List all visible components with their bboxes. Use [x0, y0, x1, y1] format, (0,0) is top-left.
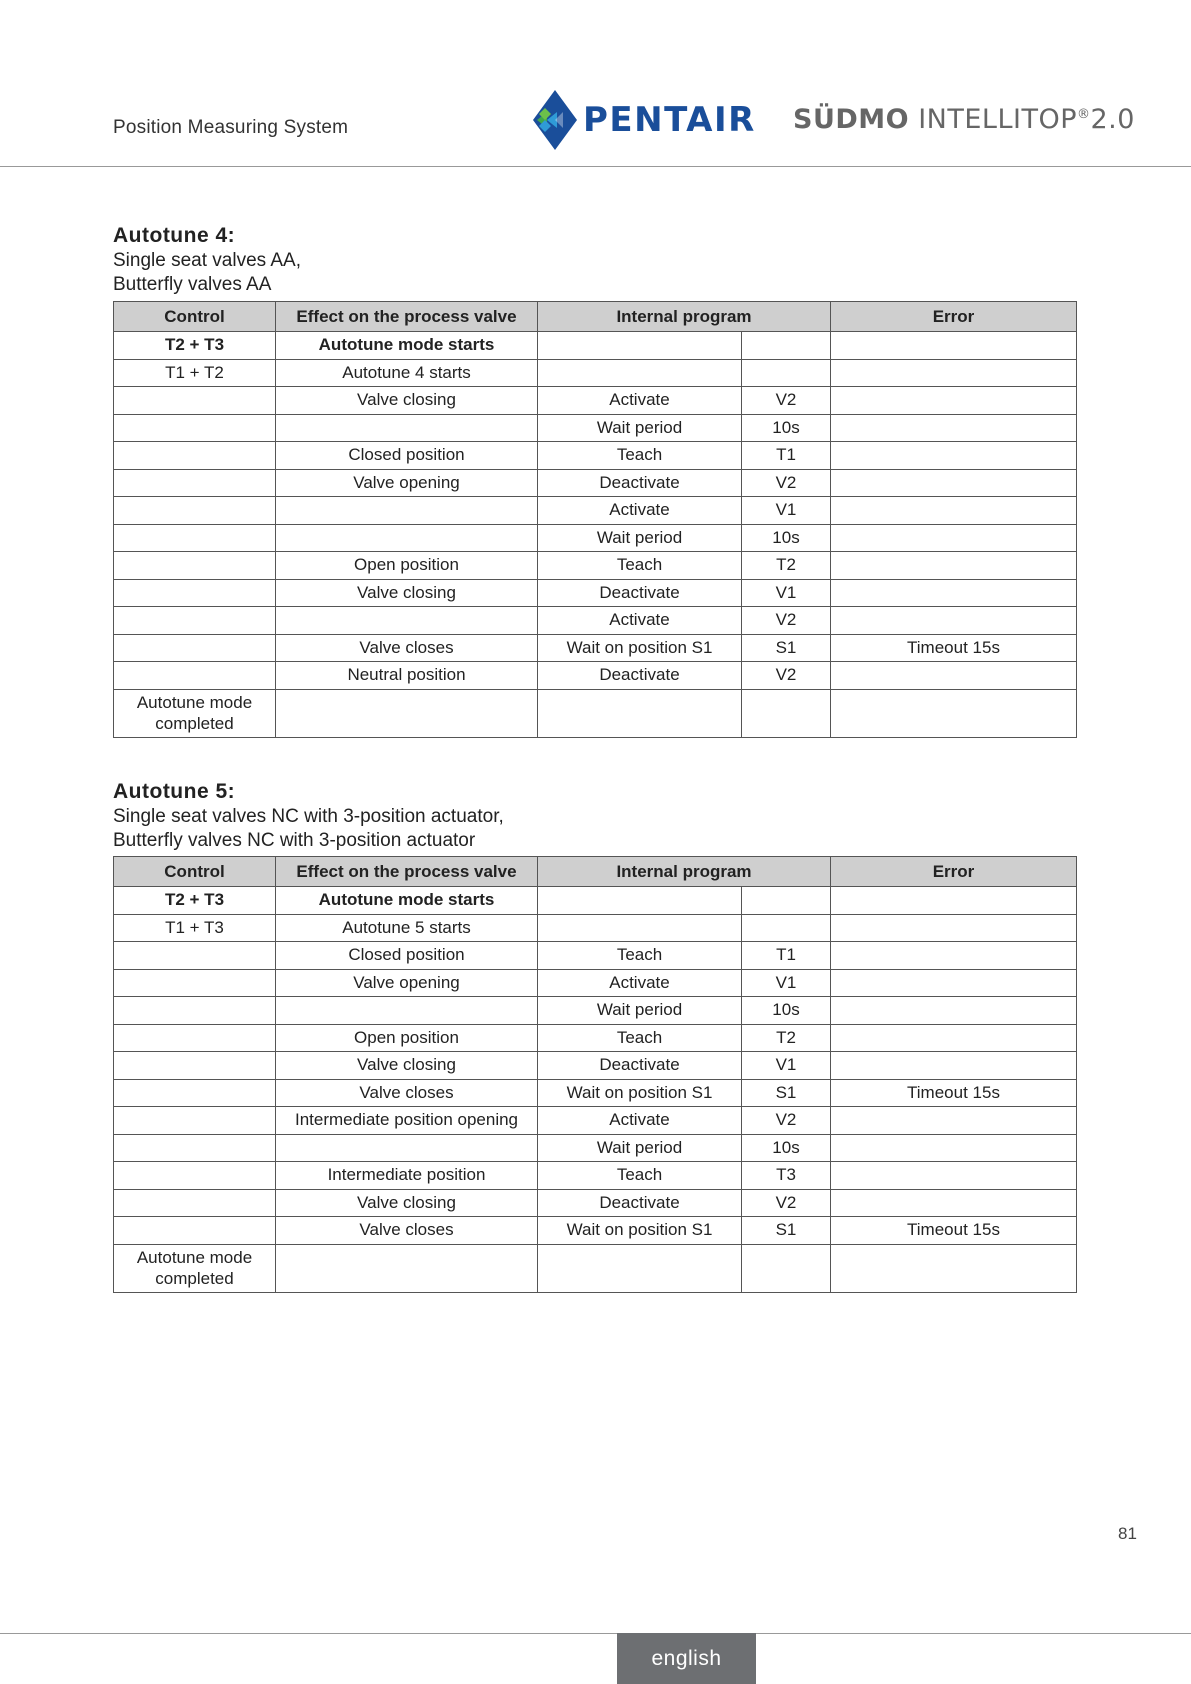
error-cell — [831, 552, 1077, 580]
autotune5-title: Autotune 5: — [113, 780, 236, 803]
control-cell — [114, 969, 276, 997]
control-cell — [114, 1024, 276, 1052]
program-value-cell: 10s — [742, 1134, 831, 1162]
program-value-cell: 10s — [742, 524, 831, 552]
table-row — [114, 359, 1077, 387]
control-cell — [114, 662, 276, 690]
column-header-effect: Effect on the process valve — [276, 302, 538, 332]
effect-cell: Closed position — [276, 942, 538, 970]
footer-divider — [0, 1633, 1191, 1634]
program-action-cell: Wait period — [538, 524, 742, 552]
program-value-cell — [742, 887, 831, 915]
error-cell — [831, 524, 1077, 552]
control-cell — [114, 1134, 276, 1162]
registered-mark: ® — [1077, 107, 1091, 122]
table-row — [114, 997, 1077, 1025]
effect-cell — [276, 497, 538, 525]
effect-cell — [276, 689, 538, 737]
table-row — [114, 387, 1077, 415]
program-action-cell: Deactivate — [538, 579, 742, 607]
table-row — [114, 662, 1077, 690]
effect-cell: Open position — [276, 552, 538, 580]
program-action-cell: Activate — [538, 1107, 742, 1135]
program-action-cell: Activate — [538, 607, 742, 635]
header-divider — [0, 166, 1191, 167]
table-row — [114, 1079, 1077, 1107]
pentair-logo — [533, 90, 756, 150]
error-cell — [831, 607, 1077, 635]
program-action-cell: Deactivate — [538, 1052, 742, 1080]
program-action-cell: Deactivate — [538, 1189, 742, 1217]
table-row — [114, 914, 1077, 942]
error-cell — [831, 1052, 1077, 1080]
program-action-cell: Activate — [538, 969, 742, 997]
program-action-cell — [538, 332, 742, 360]
error-cell — [831, 442, 1077, 470]
error-cell — [831, 1134, 1077, 1162]
table-row — [114, 1107, 1077, 1135]
table-row — [114, 552, 1077, 580]
control-cell — [114, 1079, 276, 1107]
completed-label-line-1: Autotune mode — [136, 1248, 253, 1267]
table-row — [114, 1162, 1077, 1190]
table-row — [114, 579, 1077, 607]
program-action-cell: Activate — [538, 497, 742, 525]
error-cell: Timeout 15s — [831, 1079, 1077, 1107]
error-cell — [831, 359, 1077, 387]
autotune-completed-row — [114, 1244, 1077, 1292]
program-action-cell — [538, 887, 742, 915]
program-action-cell: Wait period — [538, 1134, 742, 1162]
program-value-cell: V1 — [742, 579, 831, 607]
control-cell — [114, 689, 276, 737]
effect-cell: Closed position — [276, 442, 538, 470]
column-header-control: Control — [114, 302, 276, 332]
brand-name: PENTAIR — [583, 100, 756, 140]
column-header-control: Control — [114, 857, 276, 887]
autotune5-subtitle-2: Butterfly valves NC with 3-position actuator — [113, 830, 476, 851]
effect-cell — [276, 524, 538, 552]
autotune4-subtitle-1: Single seat valves AA, — [113, 250, 301, 271]
program-action-cell: Teach — [538, 552, 742, 580]
error-cell — [831, 497, 1077, 525]
program-action-cell — [538, 359, 742, 387]
program-value-cell: S1 — [742, 1217, 831, 1245]
column-header-error: Error — [831, 857, 1077, 887]
effect-cell: Intermediate position — [276, 1162, 538, 1190]
effect-cell: Valve closes — [276, 634, 538, 662]
program-value-cell: V2 — [742, 1189, 831, 1217]
effect-cell: Autotune mode starts — [276, 887, 538, 915]
program-value-cell: V1 — [742, 969, 831, 997]
table-row — [114, 942, 1077, 970]
control-cell — [114, 552, 276, 580]
effect-cell: Intermediate position opening — [276, 1107, 538, 1135]
program-value-cell — [742, 914, 831, 942]
program-action-cell: Activate — [538, 387, 742, 415]
program-value-cell: S1 — [742, 1079, 831, 1107]
program-value-cell — [742, 359, 831, 387]
error-cell — [831, 414, 1077, 442]
error-cell: Timeout 15s — [831, 634, 1077, 662]
program-action-cell: Wait on position S1 — [538, 1217, 742, 1245]
error-cell — [831, 689, 1077, 737]
error-cell — [831, 1107, 1077, 1135]
product-name: INTELLITOP — [918, 104, 1077, 135]
column-header-internal-program: Internal program — [538, 302, 831, 332]
program-value-cell: V1 — [742, 497, 831, 525]
error-cell — [831, 914, 1077, 942]
program-action-cell: Wait on position S1 — [538, 634, 742, 662]
error-cell — [831, 1189, 1077, 1217]
program-value-cell — [742, 1244, 831, 1292]
program-value-cell: T1 — [742, 942, 831, 970]
effect-cell: Valve closing — [276, 1052, 538, 1080]
pentair-diamond-icon — [533, 90, 577, 150]
effect-cell: Autotune 4 starts — [276, 359, 538, 387]
completed-label-line-2: completed — [155, 714, 234, 733]
effect-cell: Valve closing — [276, 579, 538, 607]
header-section-title: Position Measuring System — [113, 117, 349, 138]
control-cell — [114, 1244, 276, 1292]
control-cell — [114, 942, 276, 970]
autotune5-table — [113, 856, 1077, 1293]
control-cell — [114, 607, 276, 635]
autotune-start-row — [114, 332, 1077, 360]
table-row — [114, 1024, 1077, 1052]
completed-label-line-1: Autotune mode — [136, 693, 253, 712]
control-cell — [114, 524, 276, 552]
program-action-cell: Deactivate — [538, 662, 742, 690]
table-header-row — [114, 302, 1077, 332]
error-cell — [831, 997, 1077, 1025]
error-cell — [831, 1162, 1077, 1190]
table-row — [114, 414, 1077, 442]
table-row — [114, 607, 1077, 635]
program-action-cell: Deactivate — [538, 469, 742, 497]
control-cell — [114, 579, 276, 607]
error-cell — [831, 662, 1077, 690]
program-value-cell: T2 — [742, 1024, 831, 1052]
effect-cell — [276, 414, 538, 442]
completed-label-line-2: completed — [155, 1269, 234, 1288]
autotune4-subtitle-2: Butterfly valves AA — [113, 274, 272, 295]
effect-cell: Open position — [276, 1024, 538, 1052]
autotune4-title: Autotune 4: — [113, 224, 236, 247]
program-action-cell: Wait period — [538, 997, 742, 1025]
program-action-cell — [538, 689, 742, 737]
page-number: 81 — [1118, 1524, 1137, 1543]
error-cell — [831, 942, 1077, 970]
table-header-row — [114, 857, 1077, 887]
control-cell — [114, 634, 276, 662]
control-cell: T2 + T3 — [114, 332, 276, 360]
error-cell — [831, 387, 1077, 415]
control-cell — [114, 1107, 276, 1135]
table-row — [114, 1134, 1077, 1162]
effect-cell: Valve opening — [276, 969, 538, 997]
effect-cell: Autotune 5 starts — [276, 914, 538, 942]
effect-cell: Valve closes — [276, 1079, 538, 1107]
program-action-cell: Wait on position S1 — [538, 1079, 742, 1107]
error-cell — [831, 1024, 1077, 1052]
program-value-cell: V2 — [742, 469, 831, 497]
effect-cell — [276, 1134, 538, 1162]
control-cell: T1 + T3 — [114, 914, 276, 942]
program-action-cell: Teach — [538, 442, 742, 470]
program-value-cell: T1 — [742, 442, 831, 470]
effect-cell: Valve opening — [276, 469, 538, 497]
error-cell — [831, 887, 1077, 915]
program-value-cell — [742, 332, 831, 360]
error-cell — [831, 969, 1077, 997]
table-row — [114, 1217, 1077, 1245]
control-cell — [114, 1052, 276, 1080]
program-value-cell: V2 — [742, 662, 831, 690]
effect-cell: Autotune mode starts — [276, 332, 538, 360]
program-value-cell: 10s — [742, 997, 831, 1025]
table-row — [114, 1189, 1077, 1217]
product-logo — [793, 104, 1135, 135]
product-brand: SÜDMO — [793, 104, 910, 135]
program-value-cell — [742, 689, 831, 737]
program-value-cell: V1 — [742, 1052, 831, 1080]
control-cell: T1 + T2 — [114, 359, 276, 387]
program-value-cell: 10s — [742, 414, 831, 442]
program-value-cell: V2 — [742, 607, 831, 635]
control-cell — [114, 997, 276, 1025]
effect-cell: Valve closing — [276, 1189, 538, 1217]
program-value-cell: T3 — [742, 1162, 831, 1190]
effect-cell: Valve closes — [276, 1217, 538, 1245]
program-value-cell: V2 — [742, 1107, 831, 1135]
table-row — [114, 442, 1077, 470]
autotune-completed-row — [114, 689, 1077, 737]
effect-cell — [276, 997, 538, 1025]
program-value-cell: V2 — [742, 387, 831, 415]
program-action-cell: Teach — [538, 942, 742, 970]
product-version: 2.0 — [1090, 104, 1135, 135]
control-cell — [114, 387, 276, 415]
autotune-start-row — [114, 887, 1077, 915]
effect-cell: Valve closing — [276, 387, 538, 415]
control-cell — [114, 414, 276, 442]
column-header-effect: Effect on the process valve — [276, 857, 538, 887]
program-action-cell: Teach — [538, 1162, 742, 1190]
program-action-cell: Wait period — [538, 414, 742, 442]
program-value-cell: S1 — [742, 634, 831, 662]
table-row — [114, 524, 1077, 552]
effect-cell: Neutral position — [276, 662, 538, 690]
program-value-cell: T2 — [742, 552, 831, 580]
program-action-cell — [538, 1244, 742, 1292]
table-row — [114, 969, 1077, 997]
error-cell — [831, 1244, 1077, 1292]
error-cell — [831, 579, 1077, 607]
language-tab: english — [617, 1633, 756, 1684]
autotune4-table — [113, 301, 1077, 738]
column-header-error: Error — [831, 302, 1077, 332]
program-action-cell: Teach — [538, 1024, 742, 1052]
table-row — [114, 469, 1077, 497]
error-cell — [831, 469, 1077, 497]
control-cell — [114, 469, 276, 497]
error-cell — [831, 332, 1077, 360]
control-cell — [114, 1217, 276, 1245]
control-cell — [114, 1189, 276, 1217]
error-cell: Timeout 15s — [831, 1217, 1077, 1245]
control-cell: T2 + T3 — [114, 887, 276, 915]
control-cell — [114, 442, 276, 470]
program-action-cell — [538, 914, 742, 942]
table-row — [114, 1052, 1077, 1080]
table-row — [114, 634, 1077, 662]
column-header-internal-program: Internal program — [538, 857, 831, 887]
control-cell — [114, 497, 276, 525]
autotune5-subtitle-1: Single seat valves NC with 3-position actuator, — [113, 806, 504, 827]
control-cell — [114, 1162, 276, 1190]
effect-cell — [276, 607, 538, 635]
table-row — [114, 497, 1077, 525]
effect-cell — [276, 1244, 538, 1292]
